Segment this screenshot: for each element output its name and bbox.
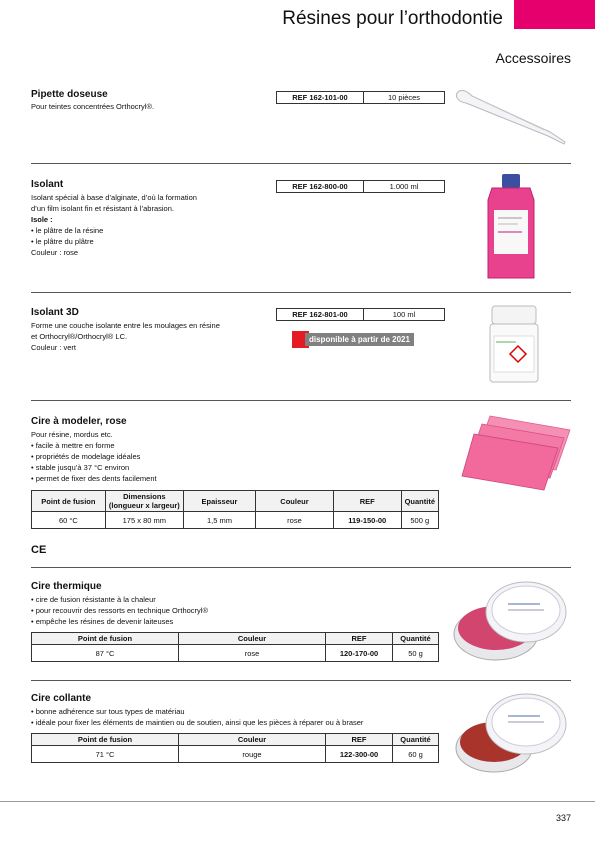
separator xyxy=(31,400,571,401)
table-cell: rose xyxy=(256,512,334,529)
separator xyxy=(31,163,571,164)
ce-mark: CE xyxy=(31,544,47,556)
column-header: REF xyxy=(326,734,393,746)
isolant-bottle-image xyxy=(482,172,540,284)
column-header: Dimensions (longueur x largeur) xyxy=(105,491,183,512)
page-title: Résines pour l’orthodontie xyxy=(282,8,503,29)
footer-separator xyxy=(0,801,595,802)
product-title: Cire collante xyxy=(31,693,92,704)
accent-tab xyxy=(514,0,595,29)
table-cell: 1,5 mm xyxy=(183,512,255,529)
qty-cell: 100 ml xyxy=(364,309,445,321)
spec-table xyxy=(31,632,439,662)
ref-table xyxy=(276,308,445,321)
product-title: Pipette doseuse xyxy=(31,89,108,100)
column-header: Epaisseur xyxy=(183,491,255,512)
table-cell: 175 x 80 mm xyxy=(105,512,183,529)
product-description: • cire de fusion résistante à la chaleur • pour recouvrir des ressorts en technique Orthocryl® • empêche les résines de devenir laiteuses xyxy=(31,595,208,626)
section-subtitle: Accessoires xyxy=(495,50,571,66)
qty-cell: 1.000 ml xyxy=(364,181,445,193)
qty-cell: 10 pièces xyxy=(364,92,445,104)
product-description: Pour résine, mordus etc. • facile à mettre en forme • propriétés de modelage idéales • stable jusqu’à 37 °C environ • permet de fixer des dents facilement xyxy=(31,430,157,483)
sticky-wax-tin-image xyxy=(452,690,570,780)
column-header: Point de fusion xyxy=(32,734,179,746)
product-description: Forme une couche isolante entre les moulages en résine et Orthocryl®/Orthocryl® LC. Couleur : vert xyxy=(31,321,220,352)
table-cell: 122-300-00 xyxy=(326,746,393,763)
column-header: Couleur xyxy=(179,633,326,645)
table-row xyxy=(32,512,439,529)
column-header: Quantité xyxy=(393,633,439,645)
table-cell: 60 °C xyxy=(32,512,106,529)
spec-table xyxy=(31,490,439,529)
availability-label: disponible à partir de 2021 xyxy=(305,333,414,346)
product-description: Isolant spécial à base d’alginate, d’où la formation d’un film isolant fin et résistant à l’abrasion. Isole : • le plâtre de la résine • le plâtre du plâtre Couleur : rose xyxy=(31,193,197,257)
separator xyxy=(31,567,571,568)
product-title: Isolant 3D xyxy=(31,307,79,318)
table-cell: rouge xyxy=(179,746,326,763)
table-cell: 71 °C xyxy=(32,746,179,763)
separator xyxy=(31,292,571,293)
column-header: Point de fusion xyxy=(32,633,179,645)
table-row xyxy=(32,645,439,662)
spec-table xyxy=(31,733,439,763)
separator xyxy=(31,680,571,681)
column-header: Couleur xyxy=(256,491,334,512)
table-cell: rose xyxy=(179,645,326,662)
column-header: Point de fusion xyxy=(32,491,106,512)
product-title: Cire thermique xyxy=(31,581,102,592)
pipette-image xyxy=(452,86,570,150)
ref-cell: REF 162-800-00 xyxy=(277,181,364,193)
table-row xyxy=(32,746,439,763)
table-cell: 119-150-00 xyxy=(333,512,401,529)
column-header: REF xyxy=(326,633,393,645)
ref-table xyxy=(276,91,445,104)
page-number: 337 xyxy=(555,813,571,823)
ref-cell: REF 162-101-00 xyxy=(277,92,364,104)
column-header: Couleur xyxy=(179,734,326,746)
isolant-3d-jar-image xyxy=(486,302,542,384)
table-cell: 50 g xyxy=(393,645,439,662)
product-title: Cire à modeler, rose xyxy=(31,416,127,427)
product-title: Isolant xyxy=(31,179,64,190)
table-cell: 60 g xyxy=(393,746,439,763)
table-cell: 500 g xyxy=(401,512,438,529)
column-header: Quantité xyxy=(393,734,439,746)
product-description: • bonne adhérence sur tous types de matériau • idéale pour fixer les éléments de maintien ou de soutien, ainsi que les pièces à réparer ou à braser xyxy=(31,707,364,727)
availability-badge xyxy=(292,331,414,347)
table-cell: 120-170-00 xyxy=(326,645,393,662)
table-cell: 87 °C xyxy=(32,645,179,662)
column-header: Quantité xyxy=(401,491,438,512)
ref-table xyxy=(276,180,445,193)
column-header: REF xyxy=(333,491,401,512)
ref-cell: REF 162-801-00 xyxy=(277,309,364,321)
thermal-wax-tin-image xyxy=(452,576,570,668)
wax-sheets-image xyxy=(460,410,572,502)
product-description: Pour teintes concentrées Orthocryl®. xyxy=(31,102,155,111)
